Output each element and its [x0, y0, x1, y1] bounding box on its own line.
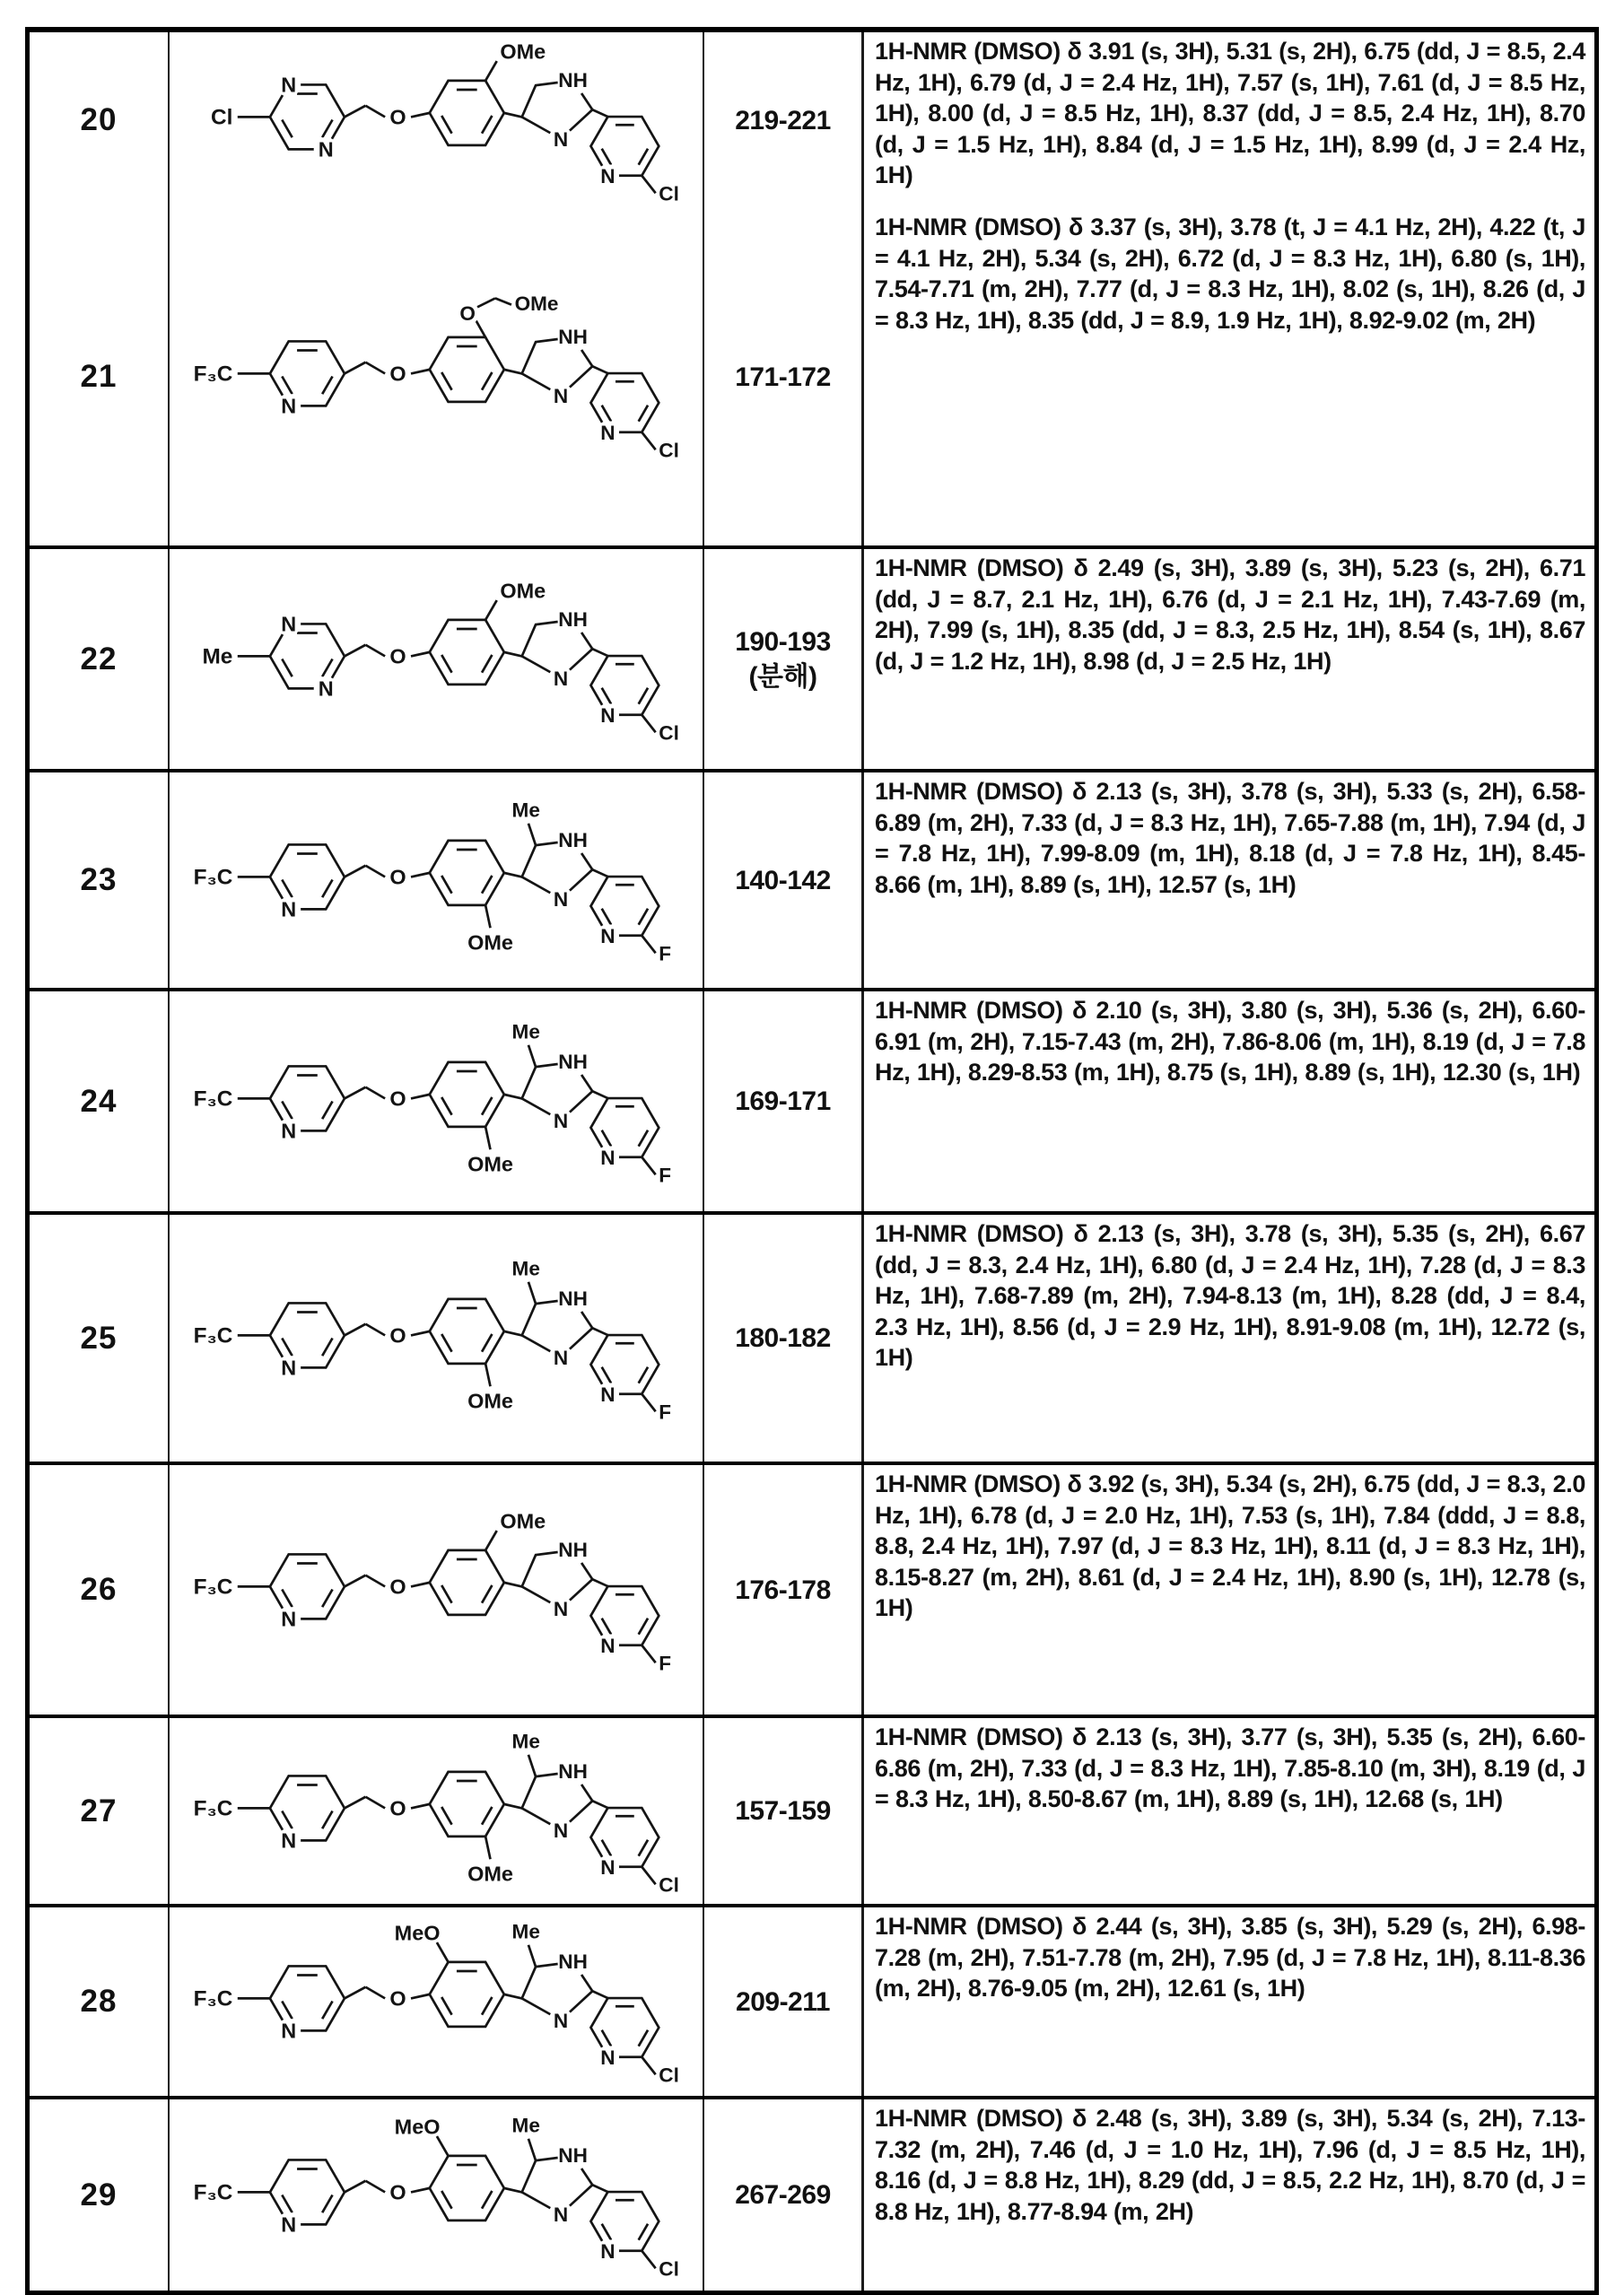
svg-text:OMe: OMe	[467, 1862, 513, 1886]
svg-text:Cl: Cl	[659, 2064, 679, 2087]
svg-text:F₃C: F₃C	[193, 1575, 233, 1600]
svg-text:NH: NH	[558, 325, 588, 348]
nmr-data-cell: 1H-NMR (DMSO) δ 2.49 (s, 3H), 3.89 (s, 3H), 5.23 (s, 2H), 6.71 (dd, J = 8.7, 2.1 Hz, 1H), 6.76 (d, J = 2.1 Hz, 1H), 7.43-7.69 (m, 2H), 7.99 (s, 1H), 8.35 (dd, J = 8.3, 2.5 Hz, 1H), 8.54 (s, 1H), 8.67 (d, J = 1.2 Hz, 1H), 8.98 (d, J = 2.5 Hz, 1H)	[875, 554, 1585, 675]
svg-text:N: N	[553, 127, 569, 151]
svg-text:NH: NH	[558, 607, 588, 631]
svg-text:O: O	[389, 865, 406, 889]
nmr-data-cell: 1H-NMR (DMSO) δ 2.13 (s, 3H), 3.78 (s, 3H), 5.33 (s, 2H), 6.58-6.89 (m, 2H), 7.33 (d, J = 8.3 Hz, 1H), 7.65-7.88 (m, 1H), 7.94 (d, J = 7.8 Hz, 1H), 7.99-8.09 (m, 1H), 8.18 (d, J = 7.8 Hz, 1H), 8.45-8.66 (m, 1H), 8.89 (s, 1H), 12.57 (s, 1H)	[875, 778, 1585, 898]
table-row	[30, 769, 1594, 988]
svg-text:N: N	[553, 887, 569, 911]
svg-text:O: O	[459, 301, 476, 325]
svg-text:OMe: OMe	[467, 1389, 513, 1413]
svg-text:N: N	[553, 384, 569, 407]
structure-cell	[170, 1718, 704, 1904]
svg-text:N: N	[281, 1828, 297, 1852]
svg-text:MeO: MeO	[394, 2114, 441, 2138]
svg-text:N: N	[553, 2203, 569, 2226]
compound-number-cell: 29	[30, 2099, 170, 2291]
svg-text:NH: NH	[558, 1287, 588, 1310]
structure-drawing	[186, 34, 686, 206]
svg-text:N: N	[318, 676, 334, 700]
compound-number-cell: 23	[30, 772, 170, 988]
melting-point-cell	[704, 1718, 864, 1904]
melting-point-value: 219-221	[735, 105, 831, 135]
svg-text:N: N	[600, 421, 616, 444]
svg-text:N: N	[600, 2239, 616, 2263]
table-row	[30, 208, 1594, 545]
svg-text:O: O	[389, 362, 406, 386]
svg-text:F₃C: F₃C	[193, 1986, 233, 2011]
svg-text:OMe: OMe	[500, 39, 546, 64]
svg-text:N: N	[281, 612, 297, 636]
structure-drawing	[186, 291, 686, 463]
svg-text:Me: Me	[511, 1020, 540, 1043]
structure-cell	[170, 32, 704, 208]
svg-text:N: N	[281, 1118, 297, 1142]
svg-text:N: N	[600, 924, 616, 947]
svg-text:OMe: OMe	[467, 930, 513, 955]
svg-text:Me: Me	[511, 1730, 540, 1753]
melting-point-cell	[704, 991, 864, 1211]
melting-point-cell	[704, 1215, 864, 1462]
compound-number-cell: 24	[30, 991, 170, 1211]
svg-text:Me: Me	[511, 1920, 540, 1943]
melting-point-value: 157-159	[735, 1796, 831, 1826]
svg-text:F: F	[659, 942, 672, 965]
svg-text:N: N	[281, 2019, 297, 2043]
melting-point-value: 267-269	[735, 2180, 831, 2210]
compound-number-cell: 20	[30, 32, 170, 208]
svg-text:N: N	[281, 897, 297, 921]
structure-cell	[170, 772, 704, 988]
table-row	[30, 2096, 1594, 2291]
melting-point-note: (분해)	[748, 661, 817, 692]
svg-text:OMe: OMe	[467, 1152, 513, 1176]
svg-text:Me: Me	[202, 644, 233, 669]
structure-drawing	[186, 573, 686, 746]
nmr-data-cell: 1H-NMR (DMSO) δ 2.48 (s, 3H), 3.89 (s, 3H), 5.34 (s, 2H), 7.13-7.32 (m, 2H), 7.46 (d, J = 1.0 Hz, 1H), 7.96 (d, J = 8.5 Hz, 1H), 8.16 (d, J = 8.8 Hz, 1H), 8.29 (dd, J = 8.5, 2.2 Hz, 1H), 8.70 (d, J = 8.8 Hz, 1H), 8.77-8.94 (m, 2H)	[875, 2105, 1585, 2225]
svg-text:N: N	[600, 1634, 616, 1657]
compound-number-cell: 21	[30, 208, 170, 545]
melting-point-cell	[704, 32, 864, 208]
svg-text:N: N	[600, 164, 616, 188]
svg-text:N: N	[600, 1146, 616, 1169]
melting-point-value: 140-142	[735, 865, 831, 895]
svg-text:N: N	[600, 703, 616, 727]
svg-text:NH: NH	[558, 1050, 588, 1073]
svg-text:Me: Me	[511, 2114, 540, 2137]
svg-text:O: O	[389, 1086, 406, 1111]
table-row	[30, 1462, 1594, 1715]
svg-text:NH: NH	[558, 68, 588, 92]
svg-text:N: N	[281, 1607, 297, 1631]
compound-number-cell: 25	[30, 1215, 170, 1462]
structure-cell	[170, 1907, 704, 2096]
svg-text:Me: Me	[511, 1257, 540, 1280]
svg-text:NH: NH	[558, 1950, 588, 1973]
svg-text:F: F	[659, 1400, 672, 1423]
svg-text:N: N	[553, 667, 569, 690]
melting-point-value: 176-178	[735, 1575, 831, 1605]
table-row	[30, 1904, 1594, 2096]
nmr-data-cell: 1H-NMR (DMSO) δ 3.92 (s, 3H), 5.34 (s, 2H), 6.75 (dd, J = 8.3, 2.0 Hz, 1H), 6.78 (d, J = 2.0 Hz, 1H), 7.53 (s, 1H), 7.84 (ddd, J = 8.8, 8.8, 2.4 Hz, 1H), 7.97 (d, J = 8.3 Hz, 1H), 8.11 (d, J = 8.3 Hz, 1H), 8.15-8.27 (m, 2H), 8.61 (d, J = 2.4 Hz, 1H), 8.90 (s, 1H), 12.78 (s, 1H)	[875, 1470, 1585, 1621]
svg-text:N: N	[600, 1383, 616, 1406]
structure-cell	[170, 1465, 704, 1715]
svg-text:N: N	[281, 1355, 297, 1379]
melting-point-cell	[704, 1465, 864, 1715]
svg-text:F₃C: F₃C	[193, 1086, 233, 1112]
compound-number-cell: 26	[30, 1465, 170, 1715]
svg-text:Cl: Cl	[659, 439, 679, 462]
nmr-data-cell: 1H-NMR (DMSO) δ 3.37 (s, 3H), 3.78 (t, J = 4.1 Hz, 2H), 4.22 (t, J = 4.1 Hz, 2H), 5.34 (s, 2H), 6.72 (d, J = 8.3 Hz, 1H), 6.80 (s, 1H), 7.54-7.71 (m, 2H), 7.77 (d, J = 8.3 Hz, 1H), 8.02 (s, 1H), 8.26 (d, J = 8.3 Hz, 1H), 8.35 (dd, J = 8.9, 1.9 Hz, 1H), 8.92-9.02 (m, 2H)	[875, 214, 1585, 334]
svg-text:O: O	[389, 1986, 406, 2011]
svg-text:F: F	[659, 1652, 672, 1675]
compound-number-cell: 27	[30, 1718, 170, 1904]
svg-text:F₃C: F₃C	[193, 362, 233, 387]
structure-drawing	[186, 1252, 686, 1425]
table-row	[30, 1715, 1594, 1904]
melting-point-cell	[704, 208, 864, 545]
structure-drawing	[186, 2109, 686, 2282]
svg-text:N: N	[281, 73, 297, 97]
svg-text:F₃C: F₃C	[193, 1796, 233, 1821]
svg-text:F: F	[659, 1163, 672, 1186]
svg-text:N: N	[553, 1597, 569, 1620]
svg-text:Cl: Cl	[210, 105, 233, 130]
svg-text:OMe: OMe	[500, 1509, 546, 1533]
svg-text:O: O	[389, 1796, 406, 1820]
svg-text:NH: NH	[558, 1759, 588, 1783]
svg-text:O: O	[389, 1575, 406, 1599]
svg-text:F₃C: F₃C	[193, 2180, 233, 2205]
melting-point-cell	[704, 1907, 864, 2096]
compound-table	[25, 27, 1599, 2295]
melting-point-value: 169-171	[735, 1086, 831, 1116]
svg-text:OMe: OMe	[514, 292, 559, 315]
table-row	[30, 1211, 1594, 1462]
svg-text:NH: NH	[558, 2143, 588, 2167]
structure-drawing	[186, 1504, 686, 1676]
patent-page	[25, 27, 1599, 2295]
structure-cell	[170, 1215, 704, 1462]
svg-text:N: N	[281, 394, 297, 418]
melting-point-value: 171-172	[735, 362, 831, 392]
structure-drawing	[186, 1725, 686, 1898]
nmr-data-cell: 1H-NMR (DMSO) δ 3.91 (s, 3H), 5.31 (s, 2H), 6.75 (dd, J = 8.5, 2.4 Hz, 1H), 6.79 (d, J = 2.4 Hz, 1H), 7.57 (s, 1H), 7.61 (d, J = 8.5 Hz, 1H), 8.00 (d, J = 8.5 Hz, 1H), 8.37 (dd, J = 8.5, 2.4 Hz, 1H), 8.70 (d, J = 1.5 Hz, 1H), 8.84 (d, J = 1.5 Hz, 1H), 8.99 (d, J = 2.4 Hz, 1H)	[875, 38, 1585, 188]
svg-text:Cl: Cl	[659, 720, 679, 744]
svg-text:NH: NH	[558, 828, 588, 851]
melting-point-cell	[704, 549, 864, 769]
svg-text:O: O	[389, 1323, 406, 1348]
svg-text:N: N	[553, 2009, 569, 2032]
melting-point-value: 190-193	[735, 626, 831, 657]
structure-drawing	[186, 1915, 686, 2088]
svg-text:Cl: Cl	[659, 2256, 679, 2280]
structure-cell	[170, 2099, 704, 2291]
svg-text:N: N	[600, 1855, 616, 1879]
nmr-data-cell: 1H-NMR (DMSO) δ 2.13 (s, 3H), 3.78 (s, 3H), 5.35 (s, 2H), 6.67 (dd, J = 8.3, 2.4 Hz, 1H), 6.80 (d, J = 2.4 Hz, 1H), 7.28 (d, J = 8.3 Hz, 1H), 7.68-7.89 (m, 2H), 7.94-8.13 (m, 1H), 8.28 (dd, J = 8.4, 2.3 Hz, 1H), 8.56 (d, J = 2.9 Hz, 1H), 8.91-9.08 (m, 1H), 12.72 (s, 1H)	[875, 1220, 1585, 1371]
svg-text:Cl: Cl	[659, 182, 679, 205]
melting-point-value: 209-211	[736, 1986, 830, 2017]
svg-text:Cl: Cl	[659, 1872, 679, 1896]
svg-text:N: N	[553, 1109, 569, 1132]
melting-point-value: 180-182	[735, 1323, 831, 1353]
structure-cell	[170, 991, 704, 1211]
svg-text:NH: NH	[558, 1538, 588, 1561]
table-row	[30, 545, 1594, 769]
melting-point-cell	[704, 772, 864, 988]
svg-text:F₃C: F₃C	[193, 865, 233, 890]
svg-text:O: O	[389, 2180, 406, 2204]
structure-drawing	[186, 1016, 686, 1188]
svg-text:N: N	[600, 2046, 616, 2069]
svg-text:F₃C: F₃C	[193, 1323, 233, 1348]
table-row	[30, 988, 1594, 1211]
structure-cell	[170, 549, 704, 769]
compound-number-cell: 28	[30, 1907, 170, 2096]
svg-text:Me: Me	[511, 798, 540, 822]
structure-drawing	[186, 794, 686, 966]
nmr-data-cell: 1H-NMR (DMSO) δ 2.10 (s, 3H), 3.80 (s, 3H), 5.36 (s, 2H), 6.60-6.91 (m, 2H), 7.15-7.43 (m, 2H), 7.86-8.06 (m, 1H), 8.19 (d, J = 7.8 Hz, 1H), 8.29-8.53 (m, 1H), 8.75 (s, 1H), 8.89 (s, 1H), 12.30 (s, 1H)	[875, 997, 1585, 1086]
svg-text:MeO: MeO	[394, 1921, 441, 1945]
svg-text:N: N	[281, 2212, 297, 2236]
nmr-data-cell: 1H-NMR (DMSO) δ 2.44 (s, 3H), 3.85 (s, 3H), 5.29 (s, 2H), 6.98-7.28 (m, 2H), 7.51-7.78 (m, 2H), 7.95 (d, J = 7.8 Hz, 1H), 8.11-8.36 (m, 2H), 8.76-9.05 (m, 2H), 12.61 (s, 1H)	[875, 1913, 1585, 2002]
svg-text:O: O	[389, 644, 406, 668]
melting-point-cell	[704, 2099, 864, 2291]
svg-text:O: O	[389, 105, 406, 129]
svg-text:N: N	[553, 1819, 569, 1842]
svg-text:OMe: OMe	[500, 578, 546, 602]
svg-text:N: N	[318, 137, 334, 161]
nmr-data-cell: 1H-NMR (DMSO) δ 2.13 (s, 3H), 3.77 (s, 3H), 5.35 (s, 2H), 6.60-6.86 (m, 2H), 7.33 (d, J = 8.3 Hz, 1H), 7.85-8.10 (m, 3H), 8.19 (d, J = 8.3 Hz, 1H), 8.50-8.67 (m, 1H), 8.89 (s, 1H), 12.68 (s, 1H)	[875, 1723, 1585, 1812]
table-row	[30, 32, 1594, 208]
svg-text:N: N	[553, 1346, 569, 1369]
structure-cell	[170, 208, 704, 545]
compound-number-cell: 22	[30, 549, 170, 769]
